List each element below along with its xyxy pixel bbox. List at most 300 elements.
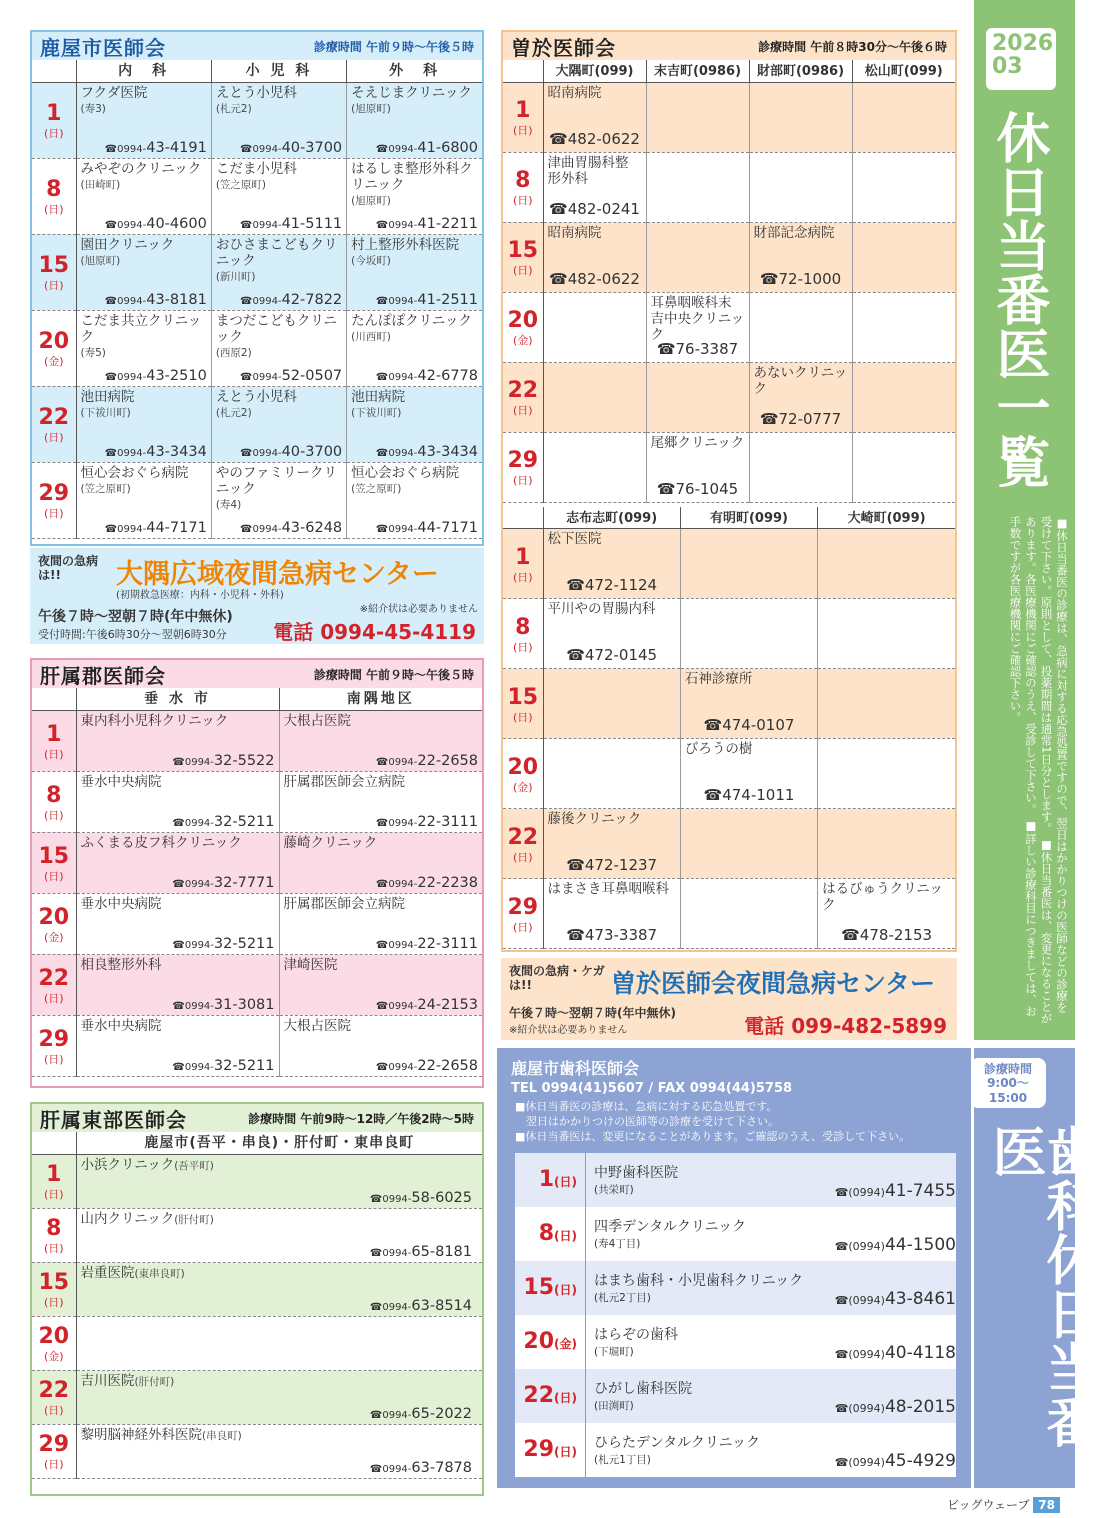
kito-col-area: 鹿屋市(吾平・串良)・肝付町・東串良町: [76, 1132, 482, 1154]
phone-prefix: ☎0994-: [172, 817, 214, 829]
day-number: 29: [38, 1026, 70, 1052]
clinic-cell: [543, 599, 680, 669]
dental-row: [515, 1153, 956, 1207]
phone-prefix: ☎0994-: [375, 371, 418, 383]
day-number: 20: [38, 904, 70, 930]
table-row: [32, 832, 482, 893]
clinic-cell: [852, 222, 955, 292]
phone-number: 32-5211: [213, 935, 275, 952]
phone-prefix: ☎0994-: [240, 219, 282, 231]
clinic-phone[interactable]: [376, 814, 478, 830]
clinic-phone[interactable]: [240, 520, 342, 536]
clinic-phone[interactable]: [105, 368, 207, 384]
date-cell: [503, 809, 543, 879]
clinic-cell: [543, 879, 680, 949]
weekday: (日): [43, 431, 64, 444]
phone-number: 48-2015: [884, 1396, 956, 1417]
date-cell: [32, 1424, 76, 1478]
weekday: (金): [43, 355, 64, 368]
clinic-name: 垂水中央病院: [80, 1017, 162, 1034]
clinic-name: 相良整形外科: [80, 956, 162, 973]
clinic-name: 昭南病院: [547, 84, 602, 101]
clinic-area: (寿4): [215, 498, 242, 511]
weekday: (金): [554, 1337, 577, 1352]
clinic-phone[interactable]: [172, 997, 274, 1013]
clinic-area: (東串良町): [134, 1267, 185, 1280]
phone-number: 24-2153: [417, 996, 478, 1013]
date-cell: [32, 1316, 76, 1370]
clinic-phone[interactable]: ☎76-1045: [656, 479, 739, 498]
clinic-phone[interactable]: [105, 216, 207, 232]
phone-number: 43-6248: [281, 519, 343, 536]
clinic-cell: [347, 82, 482, 158]
phone-prefix: ☎0994-: [172, 939, 214, 951]
clinic-phone[interactable]: [240, 292, 342, 308]
date-cell: [503, 739, 543, 809]
clinic-cell: [818, 669, 955, 739]
clinic-phone[interactable]: ☎482-0622: [549, 129, 640, 148]
phone-prefix: ☎0994-: [104, 219, 147, 231]
phone-number: 22-3111: [417, 935, 478, 952]
clinic-cell: [76, 1262, 482, 1316]
day-number: 20: [38, 329, 70, 354]
clinic-phone[interactable]: ☎482-0622: [549, 269, 640, 288]
table-row: [32, 1262, 482, 1316]
clinic-phone[interactable]: ☎474-0107: [703, 716, 795, 734]
dental-hours-badge: [970, 1058, 1046, 1108]
kanoya-header: [32, 32, 482, 60]
page-number: 78: [1033, 1497, 1060, 1513]
phone-prefix: ☎0994-: [104, 143, 147, 155]
weekday: (日): [43, 1052, 64, 1066]
date-cell: [32, 462, 76, 538]
table-row: [503, 82, 955, 152]
phone-prefix: ☎0994-: [172, 756, 214, 768]
badge-month: 03: [992, 54, 1023, 80]
clinic-phone[interactable]: ☎72-0777: [759, 409, 842, 428]
phone-number: 41-7455: [884, 1180, 956, 1201]
clinic-phone[interactable]: ☎482-0241: [549, 199, 640, 218]
kimotsuki-east-section: [30, 1102, 484, 1496]
badge-year: 2026: [992, 31, 1054, 56]
clinic-info: [585, 1423, 835, 1477]
year-month-badge: [986, 28, 1056, 90]
phone-prefix: ☎(0994): [834, 1401, 885, 1415]
clinic-cell: [211, 82, 346, 158]
clinic-phone[interactable]: ☎472-1237: [566, 856, 658, 874]
clinic-area: (札元2): [215, 406, 252, 419]
clinic-name: はるびゅうクリニック: [822, 881, 943, 914]
clinic-cell: [279, 1015, 482, 1076]
dental-row: [515, 1207, 956, 1261]
kanoya-col-surgery: 外 科: [347, 60, 482, 82]
phone-prefix: ☎0994-: [172, 1000, 214, 1012]
banner-note-3: ■詳しい診療科目につきましては、お手数ですが各医療機関にご確認下さい。: [1008, 516, 1038, 1017]
clinic-name: 津曲胃腸科整形外科: [547, 154, 629, 187]
day-number: 1: [46, 101, 62, 126]
clinic-phone[interactable]: [370, 1298, 472, 1314]
table-row: [32, 158, 482, 234]
phone-number: 43-2510: [146, 367, 207, 384]
clinic-area: (田渕町): [594, 1400, 634, 1413]
dental-title: 鹿屋市歯科医師会: [511, 1059, 640, 1078]
clinic-cell: [749, 152, 852, 222]
clinic-area: (寿5): [80, 346, 106, 359]
clinic-name: みやぞのクリニック: [80, 160, 202, 177]
clinic-phone[interactable]: [370, 1244, 472, 1260]
soo-hours: 診療時間 午前８時30分～午後６時: [758, 39, 947, 54]
table-row: [32, 1015, 482, 1076]
date-cell: [503, 879, 543, 949]
soo-col-matsuyama: 松山町(099): [852, 60, 955, 82]
phone-number: 40-4600: [146, 215, 207, 232]
clinic-phone[interactable]: [172, 875, 274, 891]
clinic-name: 垂水中央病院: [80, 773, 162, 790]
clinic-name: ひらたデンタルクリニック: [594, 1435, 761, 1452]
kito-title: 肝属東部医師会: [40, 1107, 187, 1132]
phone-prefix: ☎0994-: [375, 1061, 418, 1073]
clinic-area: (札元2): [215, 102, 252, 115]
clinic-phone[interactable]: [240, 444, 342, 460]
phone-number: 58-6025: [411, 1189, 472, 1206]
clinic-name: おひさまこどもクリニック: [215, 236, 338, 269]
clinic-phone[interactable]: ☎478-2153: [841, 926, 933, 944]
weekday: (日): [43, 991, 64, 1005]
phone-prefix: ☎0994-: [104, 523, 147, 535]
clinic-info: [585, 1369, 835, 1423]
phone-number: 22-2658: [417, 752, 478, 769]
clinic-phone[interactable]: [240, 216, 342, 232]
clinic-phone[interactable]: [376, 292, 478, 308]
phone-prefix: ☎0994-: [375, 756, 418, 768]
phone-prefix: ☎0994-: [104, 371, 147, 383]
dental-row: [515, 1369, 956, 1423]
day-number: 20: [507, 308, 539, 333]
clinic-cell: [347, 310, 482, 386]
phone-number: 22-2238: [417, 874, 478, 891]
weekday: (日): [512, 474, 533, 487]
clinic-name: 小浜クリニック: [80, 1156, 175, 1173]
clinic-cell: [646, 432, 749, 502]
table-row: [32, 462, 482, 538]
dental-note-1: ■休日当番医の診療は、急病に対する応急処置です。: [515, 1100, 778, 1113]
day-number: 1: [538, 1167, 555, 1193]
kanoya-hours: 診療時間 午前９時～午後５時: [313, 39, 474, 54]
table-row: [503, 739, 955, 809]
day-number: 22: [507, 378, 539, 403]
date-cell: [32, 234, 76, 310]
table-row: [503, 879, 955, 949]
table-row: [503, 432, 955, 502]
clinic-phone[interactable]: [105, 444, 207, 460]
clinic-cell: [211, 234, 346, 310]
weekday: (日): [512, 124, 533, 137]
date-cell: [503, 529, 543, 599]
clinic-phone[interactable]: [172, 753, 274, 769]
date-cell: [32, 771, 76, 832]
clinic-phone[interactable]: [376, 997, 478, 1013]
table-row: [32, 310, 482, 386]
clinic-name: 藤後クリニック: [547, 811, 642, 827]
clinic-name: 恒心会おぐら病院: [80, 464, 189, 481]
kito-header: [32, 1104, 482, 1132]
clinic-area: (今坂町): [351, 254, 391, 267]
clinic-cell: [818, 599, 955, 669]
date-cell: [32, 310, 76, 386]
phone-prefix: ☎0994-: [240, 295, 282, 307]
weekday: (日): [554, 1391, 577, 1406]
weekday: (日): [512, 850, 533, 864]
phone-prefix: ☎0994-: [375, 447, 418, 459]
clinic-phone[interactable]: ☎72-1000: [759, 269, 842, 288]
phone-number: 41-5111: [281, 215, 343, 232]
clinic-cell: [749, 432, 852, 502]
clinic-phone[interactable]: [172, 814, 274, 830]
clinic-cell: [852, 432, 955, 502]
clinic-cell: [76, 710, 279, 771]
clinic-area: (串良町): [202, 1429, 242, 1442]
clinic-info: [585, 1315, 835, 1369]
weekday: (日): [43, 203, 64, 216]
phone-prefix: ☎0994-: [375, 523, 418, 535]
date-cell: [503, 362, 543, 432]
clinic-phone[interactable]: [376, 444, 478, 460]
clinic-name: はまち歯科・小児歯科クリニック: [594, 1273, 804, 1290]
table-row: [32, 710, 482, 771]
clinic-area: (笠之原町): [215, 178, 267, 191]
phone-prefix: ☎0994-: [375, 295, 418, 307]
date-cell: [503, 222, 543, 292]
clinic-phone[interactable]: ☎76-3387: [656, 339, 739, 358]
date-cell: [32, 893, 76, 954]
clinic-phone[interactable]: [370, 1406, 472, 1422]
clinic-cell: [211, 462, 346, 538]
night1-sub: (初期救急医療：内科・小児科・外科): [116, 590, 284, 601]
day-number: 1: [46, 721, 62, 747]
day-number: 8: [515, 168, 531, 193]
clinic-cell: [543, 739, 680, 809]
night2-tel[interactable]: 電話 099-482-5899: [744, 1014, 947, 1038]
clinic-phone[interactable]: [835, 1397, 956, 1423]
phone-prefix: ☎(0994): [834, 1239, 885, 1253]
clinic-cell: [76, 386, 211, 462]
table-row: [32, 1424, 482, 1478]
phone-number: 32-5522: [213, 752, 275, 769]
phone-number: 65-8181: [411, 1243, 472, 1260]
clinic-phone[interactable]: ☎472-0145: [566, 646, 658, 664]
clinic-name: ふくまる皮フ科クリニック: [80, 834, 242, 851]
clinic-phone[interactable]: [376, 520, 478, 536]
clinic-name: 平川やの胃腸内科: [547, 601, 656, 617]
clinic-phone[interactable]: ☎473-3387: [566, 926, 658, 944]
clinic-phone[interactable]: [835, 1451, 956, 1477]
date-cell: [503, 152, 543, 222]
clinic-info: [585, 1207, 835, 1261]
clinic-info: [585, 1261, 835, 1315]
kanoya-section: [30, 30, 484, 546]
clinic-phone[interactable]: [835, 1343, 956, 1369]
kimo-col-nangu: 南隅地区: [279, 688, 482, 710]
day-number: 22: [38, 1378, 70, 1403]
day-number: 29: [507, 448, 539, 473]
night2-name: 曽於医師会夜間急病センター: [611, 969, 936, 998]
kanoya-title: 鹿屋市医師会: [40, 35, 166, 60]
clinic-cell: [646, 82, 749, 152]
day-number: 20: [507, 754, 539, 780]
phone-prefix: ☎0994-: [369, 1247, 412, 1259]
phone-prefix: ☎0994-: [369, 1409, 412, 1421]
phone-prefix: ☎0994-: [375, 878, 418, 890]
clinic-phone[interactable]: [172, 1058, 274, 1074]
clinic-name-line: [81, 1373, 479, 1389]
kimo-col-tarumizu: 垂 水 市: [76, 688, 279, 710]
clinic-phone[interactable]: [240, 140, 342, 156]
phone-prefix: ☎(0994): [834, 1455, 885, 1469]
weekday: (日): [43, 127, 64, 140]
clinic-cell: [76, 1424, 482, 1478]
clinic-name: はまさき耳鼻咽喉科: [547, 881, 669, 897]
day-number: 1: [46, 1162, 62, 1187]
clinic-phone[interactable]: [376, 753, 478, 769]
clinic-cell: [279, 893, 482, 954]
table-row: [32, 771, 482, 832]
clinic-cell: [818, 529, 955, 599]
clinic-phone[interactable]: [376, 140, 478, 156]
day-number: 8: [515, 614, 531, 640]
date-cell: [515, 1383, 585, 1408]
clinic-name: あないクリニック: [753, 364, 848, 397]
clinic-area: (寿4丁目): [594, 1238, 641, 1251]
clinic-phone[interactable]: [835, 1289, 956, 1315]
clinic-name: 山内クリニック: [80, 1210, 175, 1227]
clinic-phone[interactable]: [376, 875, 478, 891]
clinic-cell: [543, 809, 680, 879]
table-row: [503, 292, 955, 362]
clinic-cell: [76, 462, 211, 538]
phone-prefix: ☎0994-: [172, 1061, 214, 1073]
clinic-cell: [818, 739, 955, 809]
weekday: (金): [43, 1350, 64, 1363]
day-number: 8: [46, 1216, 62, 1241]
phone-number: 43-8181: [146, 291, 207, 308]
clinic-name: 垂水中央病院: [80, 895, 162, 912]
clinic-phone[interactable]: [370, 1190, 472, 1206]
clinic-phone[interactable]: [172, 936, 274, 952]
night2-hours: 午後７時～翌朝７時(年中無休): [509, 1006, 676, 1020]
clinic-cell: [76, 1370, 482, 1424]
date-cell: [32, 710, 76, 771]
clinic-phone[interactable]: ☎472-1124: [566, 576, 658, 594]
clinic-phone[interactable]: [105, 292, 207, 308]
clinic-cell: [749, 292, 852, 362]
phone-prefix: ☎0994-: [369, 1463, 412, 1475]
clinic-cell: [279, 771, 482, 832]
table-row: [32, 234, 482, 310]
phone-prefix: ☎0994-: [375, 143, 418, 155]
dental-hours-time: 9:00～15:00: [987, 1076, 1029, 1105]
clinic-phone[interactable]: [376, 368, 478, 384]
clinic-name: 恒心会おぐら病院: [351, 464, 460, 481]
day-number: 15: [38, 253, 70, 278]
phone-prefix: ☎0994-: [375, 219, 418, 231]
phone-prefix: ☎0994-: [375, 1000, 418, 1012]
clinic-name: 津崎医院: [283, 956, 338, 973]
clinic-cell: [680, 739, 817, 809]
clinic-phone[interactable]: ☎474-1011: [703, 786, 795, 804]
weekday: (日): [43, 1296, 64, 1309]
soo-col-shibushi: 志布志町(099): [543, 507, 680, 529]
clinic-phone[interactable]: [105, 140, 207, 156]
date-cell: [503, 432, 543, 502]
weekday: (日): [43, 808, 64, 822]
clinic-phone[interactable]: [105, 520, 207, 536]
clinic-phone[interactable]: [240, 368, 342, 384]
clinic-cell: [279, 954, 482, 1015]
clinic-name: まつだこどもクリニック: [215, 312, 338, 345]
night1-tel[interactable]: 電話 0994-45-4119: [273, 620, 476, 644]
soo-col-sueyoshi: 末吉町(0986): [646, 60, 749, 82]
dental-row: [515, 1315, 956, 1369]
clinic-name: 松下医院: [547, 531, 602, 547]
clinic-cell: [680, 529, 817, 599]
date-cell: [515, 1167, 585, 1192]
soo-col-osumi: 大隅町(099): [543, 60, 646, 82]
table-row: [32, 1316, 482, 1370]
clinic-phone[interactable]: [370, 1460, 472, 1476]
night1-note: ※紹介状は必要ありません: [359, 604, 478, 615]
clinic-name: フクダ医院: [80, 84, 148, 101]
clinic-name-line: [81, 1157, 479, 1173]
date-cell: [515, 1437, 585, 1462]
phone-number: 41-2511: [417, 291, 478, 308]
phone-prefix: ☎0994-: [369, 1193, 412, 1205]
clinic-name: 尾郷クリニック: [650, 434, 745, 451]
day-number: 1: [515, 544, 531, 570]
clinic-cell: [279, 832, 482, 893]
phone-prefix: ☎0994-: [375, 939, 418, 951]
weekday: (日): [43, 1404, 64, 1417]
phone-number: 65-2022: [411, 1405, 472, 1422]
day-number: 20: [38, 1324, 70, 1349]
table-row: [32, 1370, 482, 1424]
clinic-phone[interactable]: [376, 936, 478, 952]
clinic-cell: [76, 82, 211, 158]
phone-prefix: ☎0994-: [240, 523, 282, 535]
weekday: (金): [43, 930, 64, 944]
phone-prefix: ☎0994-: [240, 143, 282, 155]
weekday: (日): [512, 570, 533, 584]
weekday: (金): [512, 334, 533, 347]
clinic-area: (共栄町): [594, 1184, 634, 1197]
kimo-hours: 診療時間 午前９時～午後５時: [313, 667, 474, 682]
clinic-phone[interactable]: [376, 1058, 478, 1074]
clinic-cell: [749, 82, 852, 152]
soo-table-1: [503, 60, 955, 503]
clinic-area: (肝付町): [134, 1375, 175, 1388]
clinic-phone[interactable]: [376, 216, 478, 232]
table-row: [503, 669, 955, 739]
clinic-phone[interactable]: [835, 1235, 956, 1261]
clinic-cell: [646, 152, 749, 222]
night1-name: 大隅広域夜間急病センター: [116, 559, 439, 590]
clinic-phone[interactable]: [835, 1181, 956, 1207]
table-row: [503, 152, 955, 222]
day-number: 22: [38, 405, 70, 430]
clinic-name: 中野歯科医院: [594, 1165, 678, 1182]
phone-number: 63-8514: [411, 1297, 472, 1314]
date-cell: [32, 1370, 76, 1424]
kimo-title: 肝属郡医師会: [40, 663, 166, 688]
